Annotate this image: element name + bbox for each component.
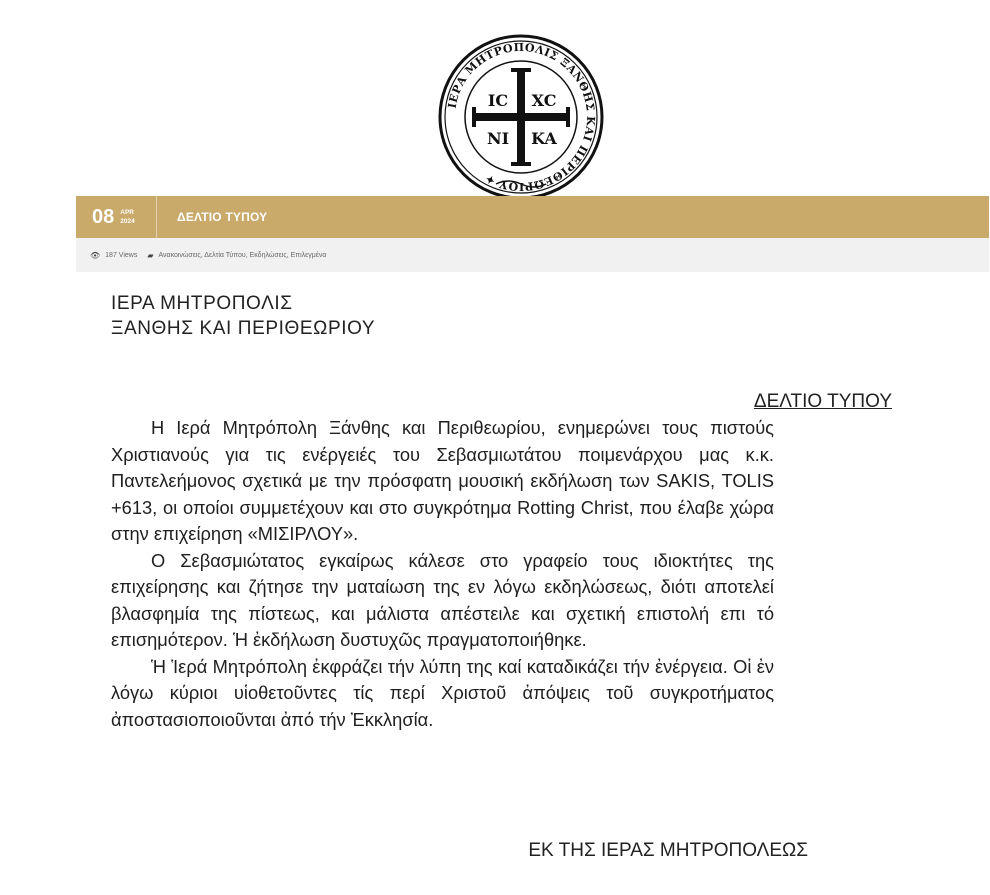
date-year: 2024 — [120, 218, 135, 225]
post-title[interactable]: ΔΕΛΤΙΟ ΤΥΠΟΥ — [177, 210, 268, 224]
org-line-2: ΞΑΝΘΗΣ ΚΑΙ ΠΕΡΙΘΕΩΡΙΟΥ — [111, 318, 376, 339]
paragraph: Ο Σεβασμιώτατος εγκαίρως κάλεσε στο γραφείο τους ιδιοκτήτες της επιχείρησης και ζήτησε την ματαίωση της εν λόγω εκδηλώσεως, διότι αποτελεί βλασφημία της πίστεως, και μάλιστα απέστειλε και σχετική επιστολή επι τό επισημότερον. Ἡ ἐκδήλωση δυστυχῶς πραγματοποιήθηκε. — [111, 549, 774, 650]
post-date — [76, 196, 156, 238]
svg-text:IC: IC — [487, 91, 509, 110]
document-body — [111, 415, 774, 733]
post-header-bar — [76, 196, 989, 238]
views-count: 187 Views — [105, 251, 138, 259]
folder-icon: ▰ — [147, 250, 154, 260]
paragraph: Η Ιερά Μητρόπολη Ξάνθης και Περιθεωρίου, ενημερώνει τους πιστούς Χριστιανούς για τις ενέργειές του Σεβασμιωτάτου ποιμενάρχου μας κ.κ. Παντελεήμονος σχετικά με την πρόσφατη μουσική εκδήλωση των SAKIS, TOLIS +613, οι οποίοι συμμετέχουν και στο συγκρότημα Rotting Christ, που έλαβε χώρα στην επιχείρηση «ΜΙΣΙΡΛΟΥ». — [111, 417, 774, 544]
svg-text:KA: KA — [531, 129, 557, 148]
metropolis-seal-logo — [438, 34, 604, 200]
svg-text:NI: NI — [486, 129, 510, 148]
paragraph: Ἡ Ἱερά Μητρόπολη ἐκφράζει τήν λύπη της καί καταδικάζει τήν ἐνέργεια. Οἱ ἐν λόγω κύριοι υἱοθετοῦντες τίς περί Χριστοῦ ἀπόψεις τοῦ συγκροτήματος ἀποστασιοποιοῦνται ἀπό τήν Ἐκκλησία. — [111, 655, 774, 730]
svg-text:XC: XC — [531, 91, 557, 110]
date-month: APR — [120, 209, 134, 216]
org-line-1: ΙΕΡΑ ΜΗΤΡΟΠΟΛΙΣ — [111, 293, 293, 314]
header-divider — [156, 196, 157, 238]
organization-name — [111, 291, 375, 341]
document-title: ΔΕΛΤΙΟ ΤΥΠΟΥ — [753, 391, 892, 412]
svg-text:ΙΕΡΑ ΜΗΤΡΟΠΟΛΙΣ ΞΑΝΘΗΣ ΚΑΙ ΠΕΡ: ΙΕΡΑ ΜΗΤΡΟΠΟΛΙΣ ΞΑΝΘΗΣ ΚΑΙ ΠΕΡΙΘΕΩΡΙΟΥ ✦ — [445, 40, 598, 194]
post-meta — [76, 238, 989, 272]
date-day: 08 — [92, 205, 115, 228]
eye-icon: 👁 — [90, 250, 101, 260]
signature: ΕΚ ΤΗΣ ΙΕΡΑΣ ΜΗΤΡΟΠΟΛΕΩΣ — [528, 840, 808, 861]
post-categories[interactable]: Ανακοινώσεις, Δελτία Τύπου, Εκδηλώσεις, Επιλεγμένα — [158, 251, 327, 259]
